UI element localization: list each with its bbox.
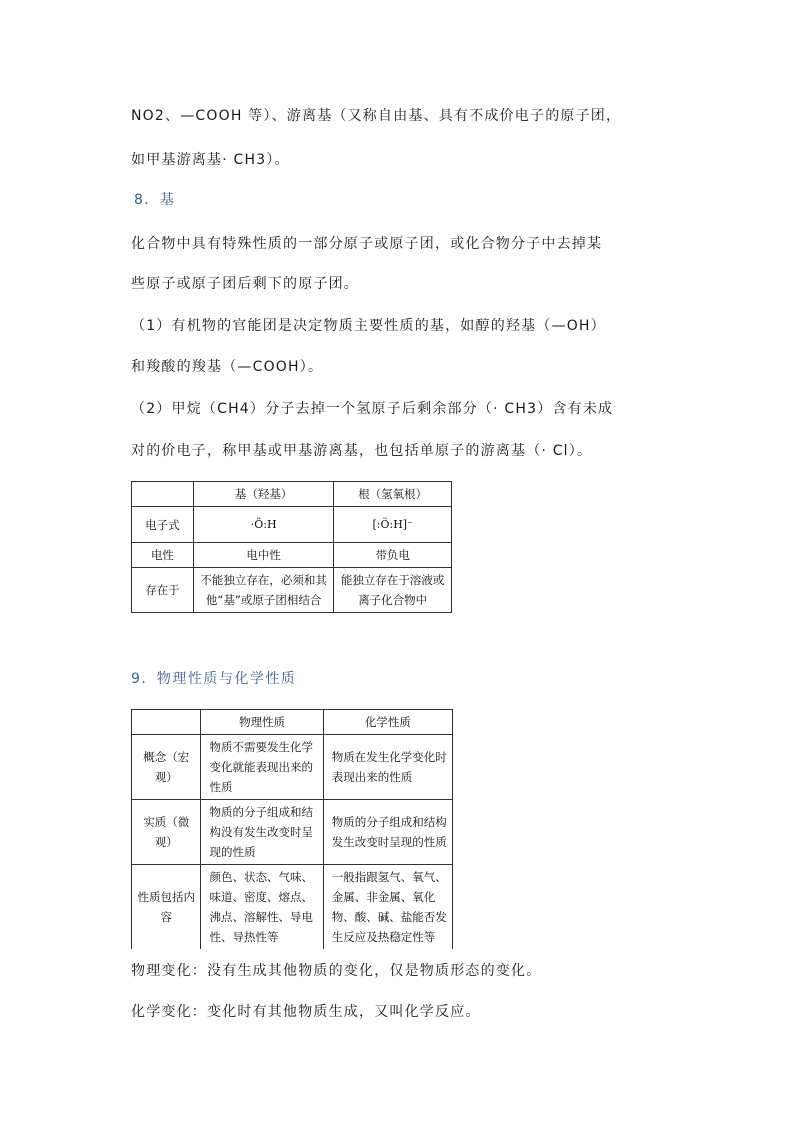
table-cell: 颜色、状态、气味、味道、密度、熔点、沸点、溶解性、导电性、导热性等 xyxy=(201,865,323,950)
physical-chemical-properties-table xyxy=(131,709,453,949)
table-cell: 电性 xyxy=(132,543,194,568)
table-cell: 存在于 xyxy=(132,568,194,613)
table-cell: 电子式 xyxy=(132,507,194,543)
table-cell: 一般指跟氢气、氧气、金属、非金属、氧化物、酸、碱、盐能否发生反应及热稳定性等 xyxy=(323,865,452,950)
table-cell: 能独立存在于溶液或离子化合物中 xyxy=(334,568,452,613)
table-header-row xyxy=(132,482,452,507)
text-line: NO2、—COOH 等）、游离基（又称自由基、具有不成价电子的原子团， xyxy=(131,108,622,124)
text-line: 如甲基游离基· CH3）。 xyxy=(131,152,290,168)
text-line: （2）甲烷（CH4）分子去掉一个氢原子后剩余部分（· CH3）含有未成 xyxy=(131,401,614,417)
text-line: 和羧酸的羧基（—COOH）。 xyxy=(131,359,324,375)
table-cell: 带负电 xyxy=(334,543,452,568)
table-row xyxy=(132,865,453,950)
electron-formula-hydroxide: [:Ö:H]⁻ xyxy=(334,507,452,543)
electron-formula-hydroxyl: ·Ö:H xyxy=(193,507,334,543)
text-line: 些原子或原子团后剩下的原子团。 xyxy=(131,276,359,292)
text-line: 化合物中具有特殊性质的一部分原子或原子团，或化合物分子中去掉某 xyxy=(131,236,603,252)
table-cell: 化学性质 xyxy=(323,710,452,735)
table-cell: 根（氢氧根） xyxy=(334,482,452,507)
table-cell: 基（羟基） xyxy=(193,482,334,507)
table-cell xyxy=(132,482,194,507)
table-row xyxy=(132,800,453,865)
table-cell: 物理性质 xyxy=(201,710,323,735)
table-cell: 物质在发生化学变化时表现出来的性质 xyxy=(323,735,452,800)
section-heading-8: 8．基 xyxy=(134,192,176,208)
table-cell: 物质的分子组成和结构发生改变时呈现的性质 xyxy=(323,800,452,865)
table-cell: 实质（微观） xyxy=(132,800,201,865)
table-cell: 性质包括内容 xyxy=(132,865,201,950)
table-cell: 物质不需要发生化学变化就能表现出来的性质 xyxy=(201,735,323,800)
text-line: （1）有机物的官能团是决定物质主要性质的基，如醇的羟基（—OH） xyxy=(131,318,606,334)
table-row xyxy=(132,507,452,543)
radical-vs-ion-table xyxy=(131,481,452,613)
text-line: 物理变化：没有生成其他物质的变化，仅是物质形态的变化。 xyxy=(131,963,542,979)
table-cell xyxy=(132,710,201,735)
table-cell: 概念（宏观） xyxy=(132,735,201,800)
table-cell: 电中性 xyxy=(193,543,334,568)
table-row xyxy=(132,568,452,613)
table-header-row xyxy=(132,710,453,735)
table-row xyxy=(132,735,453,800)
text-line: 对的价电子，称甲基或甲基游离基，也包括单原子的游离基（· Cl）。 xyxy=(131,443,593,459)
text-line: 化学变化：变化时有其他物质生成，又叫化学反应。 xyxy=(131,1004,481,1020)
table-cell: 物质的分子组成和结构没有发生改变时呈现的性质 xyxy=(201,800,323,865)
section-heading-9: 9．物理性质与化学性质 xyxy=(131,671,297,687)
table-cell: 不能独立存在，必须和其他“基”或原子团相结合 xyxy=(193,568,334,613)
table-row xyxy=(132,543,452,568)
